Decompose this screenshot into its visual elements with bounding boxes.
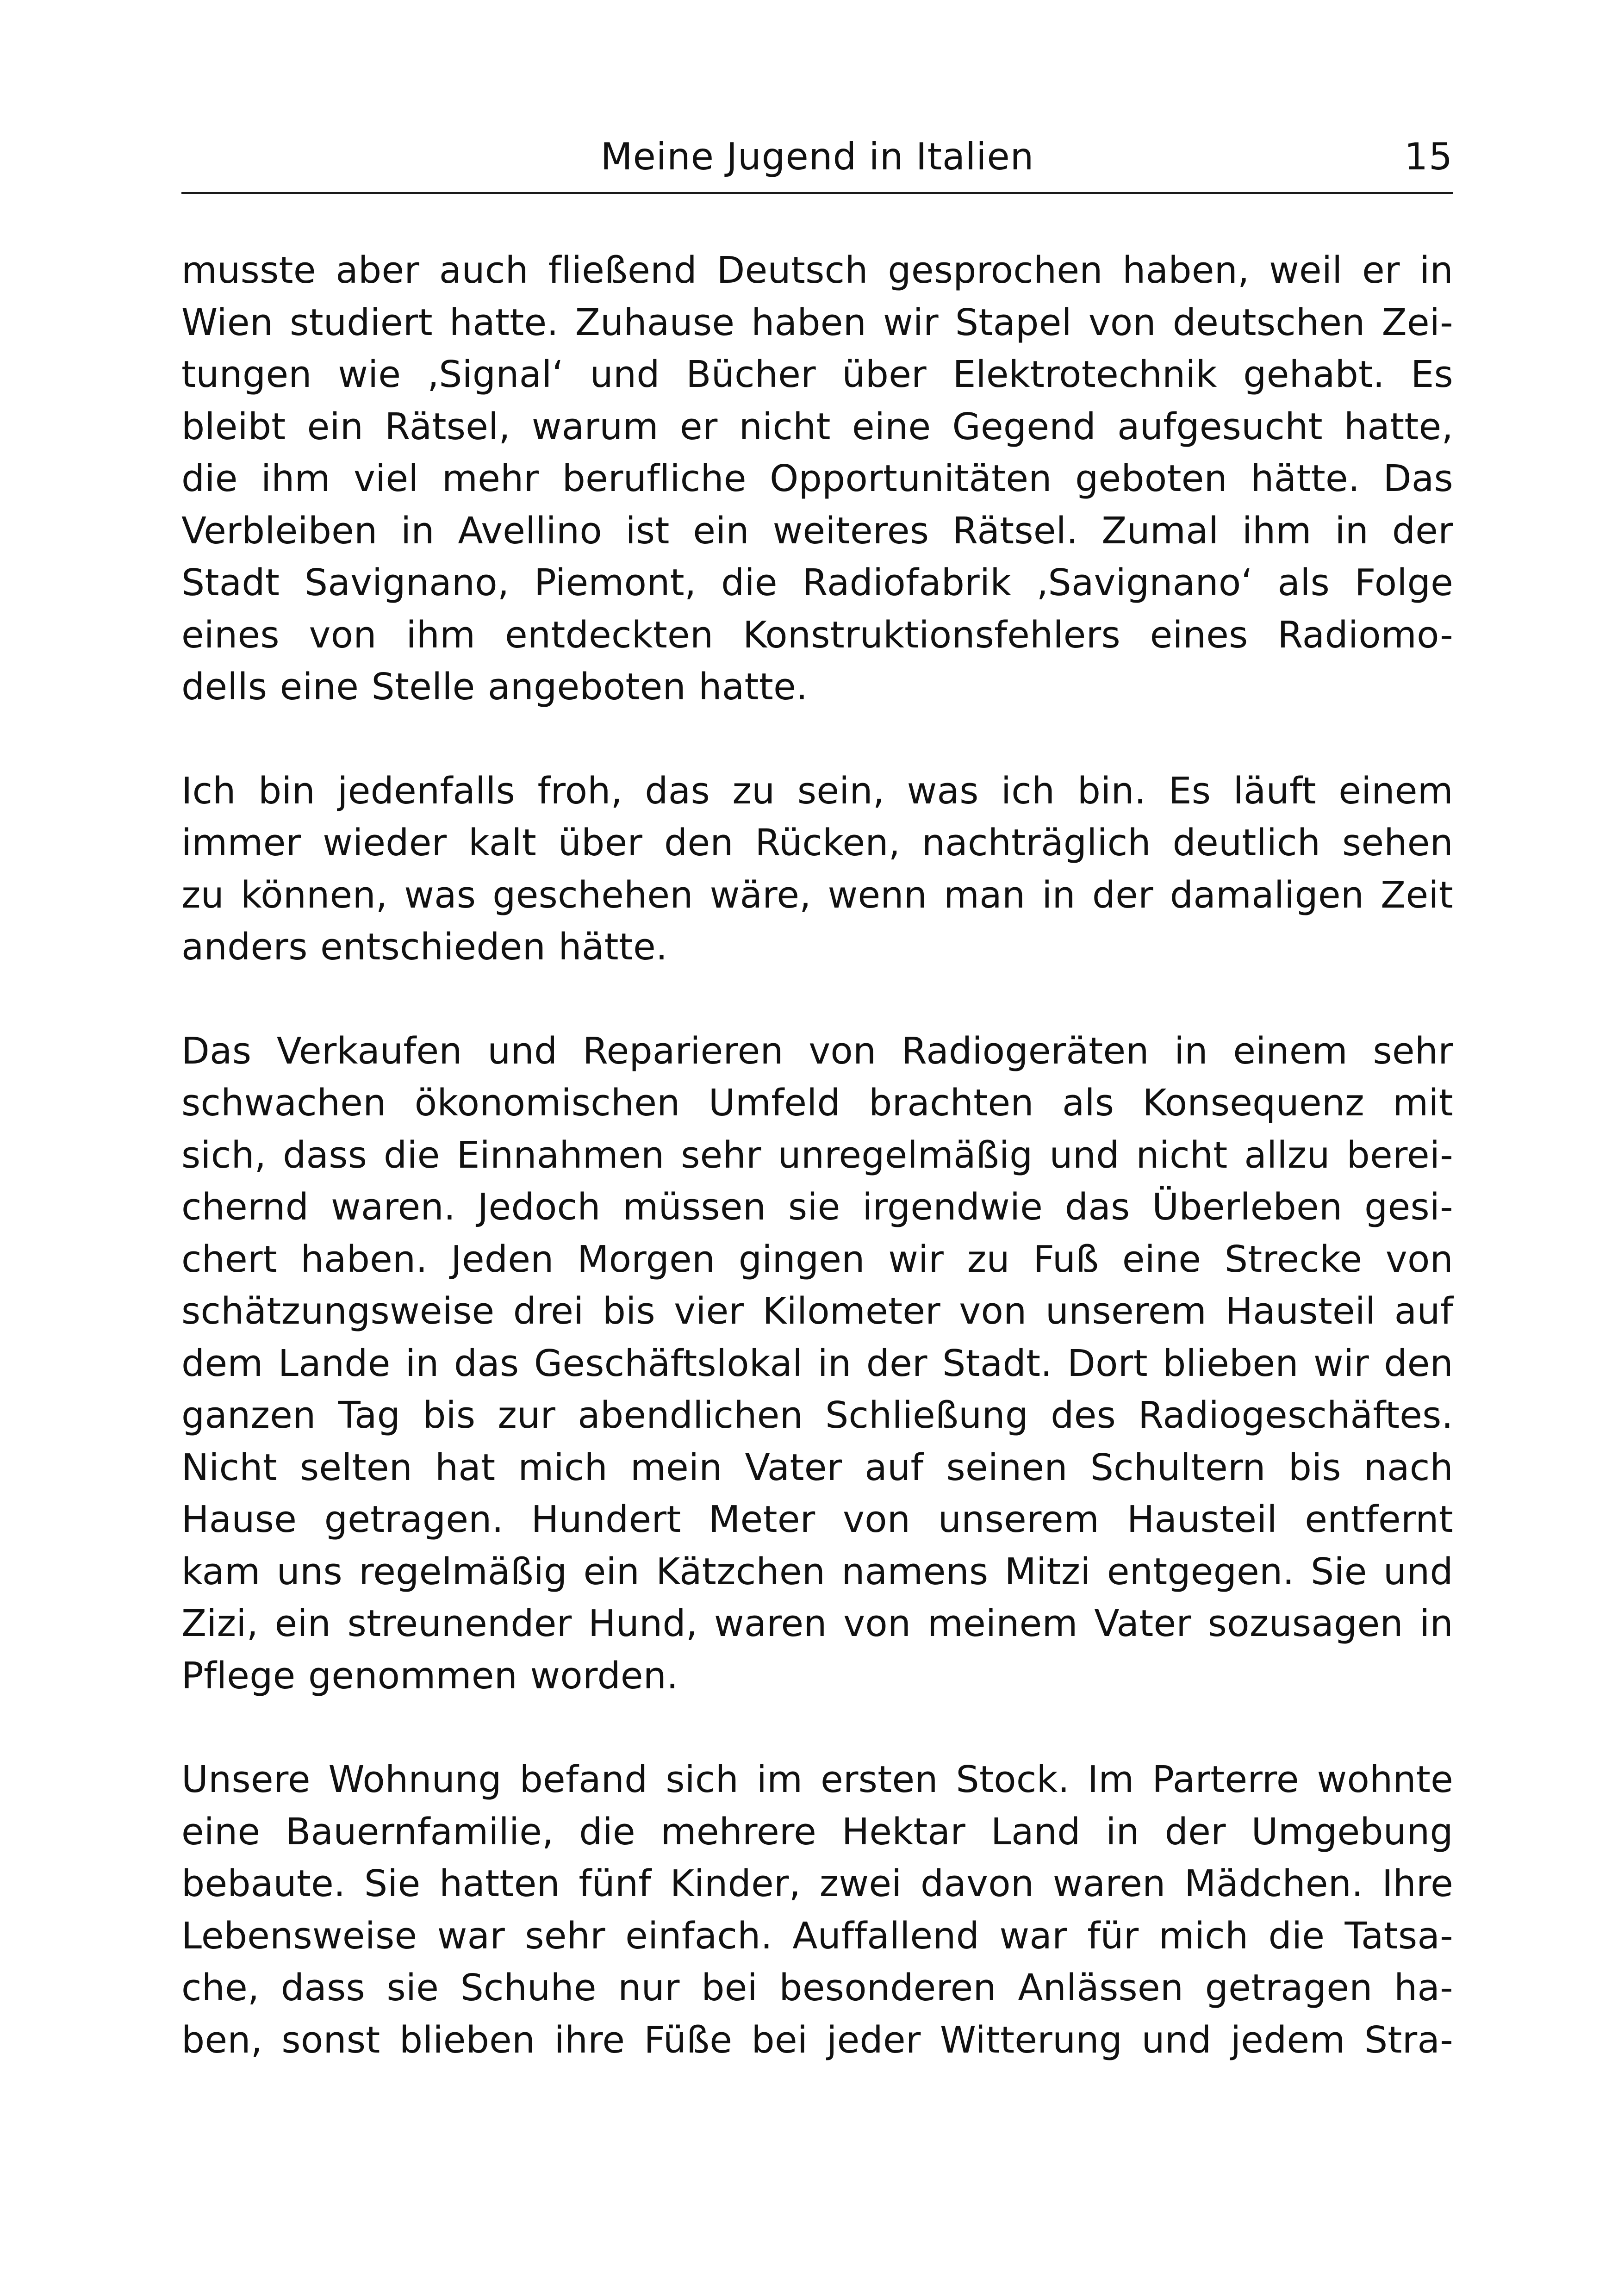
text-line: Nicht selten hat mich mein Vater auf seinen Schultern bis nach <box>181 1446 1453 1489</box>
text-line: bleibt ein Rätsel, warum er nicht eine Gegend aufgesucht hatte, <box>181 405 1453 448</box>
text-line: che, dass sie Schuhe nur bei besonderen Anlässen getragen ha- <box>181 1966 1453 2009</box>
text-line: schätzungsweise drei bis vier Kilometer von unserem Hausteil auf <box>181 1290 1453 1332</box>
text-line: bebaute. Sie hatten fünf Kinder, zwei davon waren Mädchen. Ihre <box>181 1862 1453 1905</box>
text-line: Das Verkaufen und Reparieren von Radiogeräten in einem sehr <box>181 1029 1453 1072</box>
text-line: immer wieder kalt über den Rücken, nachträglich deutlich sehen <box>181 821 1453 864</box>
text-line: anders entschieden hätte. <box>181 926 668 968</box>
text-line: Unsere Wohnung befand sich im ersten Stock. Im Parterre wohnte <box>181 1758 1453 1801</box>
text-line: chernd waren. Jedoch müssen sie irgendwie das Überleben gesi- <box>181 1186 1453 1228</box>
text-line: schwachen ökonomischen Umfeld brachten als Konsequenz mit <box>181 1082 1453 1124</box>
paragraph-2 <box>181 765 1453 973</box>
text-line: dells eine Stelle angeboten hatte. <box>181 666 808 708</box>
text-line: eines von ihm entdeckten Konstruktionsfehlers eines Radiomo- <box>181 613 1453 656</box>
text-line: tungen wie ‚Signal‘ und Bücher über Elektrotechnik gehabt. Es <box>181 353 1453 396</box>
text-line: Stadt Savignano, Piemont, die Radiofabrik ‚Savignano‘ als Folge <box>181 561 1453 604</box>
page-number: 15 <box>1404 135 1453 178</box>
text-line: Hause getragen. Hundert Meter von unserem Hausteil entfernt <box>181 1498 1453 1541</box>
text-line: zu können, was geschehen wäre, wenn man in der damaligen Zeit <box>181 873 1453 916</box>
paragraph-4 <box>181 1754 1453 2066</box>
paragraph-3 <box>181 1025 1453 1702</box>
text-line: Lebensweise war sehr einfach. Auffallend war für mich die Tatsa- <box>181 1914 1453 1957</box>
text-line: Wien studiert hatte. Zuhause haben wir Stapel von deutschen Zei- <box>181 301 1453 344</box>
text-line: chert haben. Jeden Morgen gingen wir zu Fuß eine Strecke von <box>181 1238 1453 1281</box>
text-line: ben, sonst blieben ihre Füße bei jeder Witterung und jedem Stra- <box>181 2018 1453 2061</box>
body-text <box>181 244 1453 2118</box>
text-line: eine Bauernfamilie, die mehrere Hektar Land in der Umgebung <box>181 1810 1453 1853</box>
text-line: Verbleiben in Avellino ist ein weiteres Rätsel. Zumal ihm in der <box>181 509 1453 552</box>
text-line: musste aber auch fließend Deutsch gesprochen haben, weil er in <box>181 249 1453 292</box>
running-header <box>181 132 1453 194</box>
text-line: kam uns regelmäßig ein Kätzchen namens Mitzi entgegen. Sie und <box>181 1550 1453 1593</box>
text-line: ganzen Tag bis zur abendlichen Schließung des Radiogeschäftes. <box>181 1394 1453 1437</box>
text-line: Ich bin jedenfalls froh, das zu sein, was ich bin. Es läuft einem <box>181 769 1453 812</box>
header-title: Meine Jugend in Italien <box>600 135 1034 178</box>
text-line: sich, dass die Einnahmen sehr unregelmäßig und nicht allzu berei- <box>181 1133 1453 1176</box>
paragraph-1 <box>181 244 1453 713</box>
text-line: Pflege genommen worden. <box>181 1654 678 1697</box>
text-line: Zizi, ein streunender Hund, waren von meinem Vater sozusagen in <box>181 1602 1453 1645</box>
text-line: dem Lande in das Geschäftslokal in der Stadt. Dort blieben wir den <box>181 1342 1453 1385</box>
text-line: die ihm viel mehr berufliche Opportunitäten geboten hätte. Das <box>181 457 1453 500</box>
